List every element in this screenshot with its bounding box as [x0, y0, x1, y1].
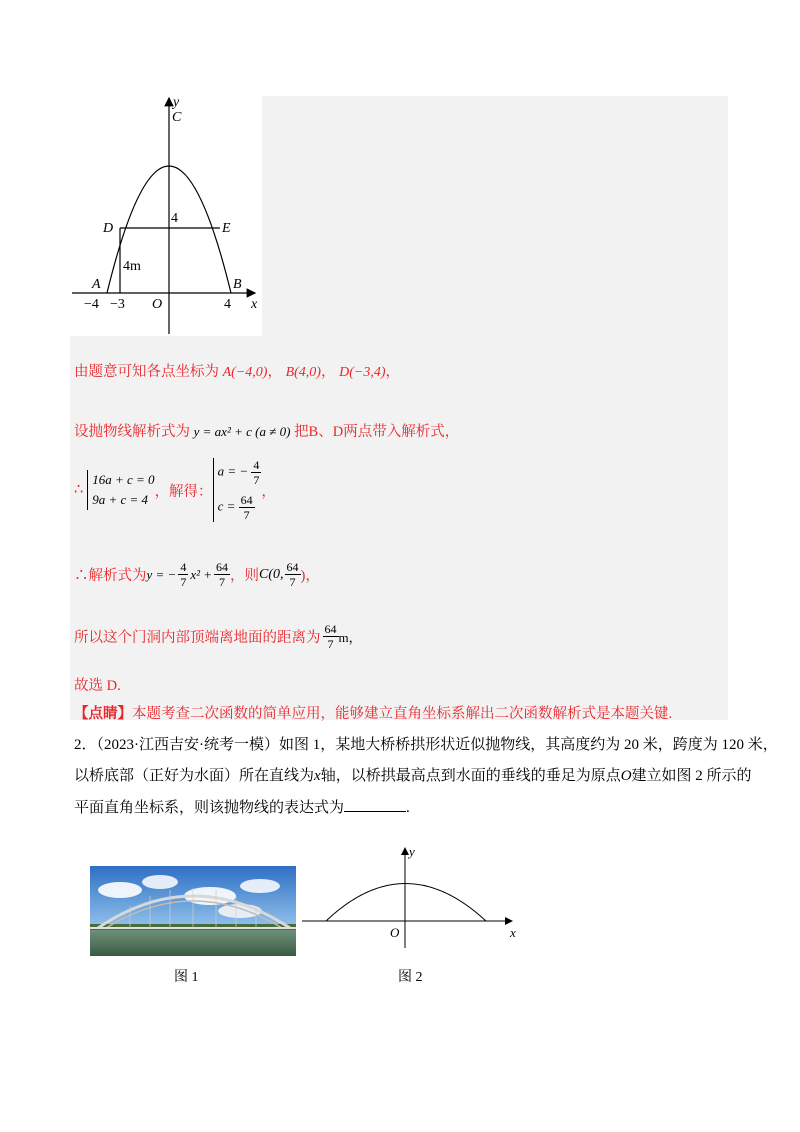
coord-b: B(4,0) [285, 365, 321, 380]
solution-line-2: 设抛物线解析式为 y = ax² + c (a ≠ 0) 把B、D两点带入解析式， [74, 424, 460, 440]
bridge-photo-svg [90, 866, 296, 956]
comment-label: 【点睛】 [74, 706, 132, 722]
comment-line: 【点睛】本题考查二次函数的简单应用，能够建立直角坐标系解出二次函数解析式是本题关键. [74, 706, 673, 722]
bridge-photo [90, 866, 296, 956]
solution-line-6: 故选 D. [74, 678, 121, 694]
label-a: A [92, 277, 101, 292]
label-pos4: 4 [224, 297, 231, 312]
solution-line-3: ∴ 16a + c = 0 9a + c = 4 ，解得： a = − $\frac{4}{7}$ c = $\frac{64}{7}$ ， [74, 458, 276, 522]
caption-figure-1: 图 1 [174, 970, 199, 985]
solution-line-5: 所以这个门洞内部顶端离地面的距离为 $\frac{64}{7}$ m， [74, 622, 362, 651]
label-b: B [233, 277, 242, 292]
formula-general: y = ax² + c (a ≠ 0) [193, 424, 291, 439]
label-x: x [251, 297, 258, 312]
figure-parabola-gate [70, 94, 262, 336]
solution-line-4: ∴解析式为 y = − $\frac{4}{7}$ x² + $\frac{64}{7}$ ，则 C(0, $\frac{64}{7}$ )， [74, 560, 320, 589]
coord-d: D(−3,4) [339, 365, 386, 380]
label-four-m: 4m [123, 259, 141, 274]
label-neg3: −3 [110, 297, 125, 312]
problem-2-line-2: 以桥底部（正好为水面）所在直线为x轴，以桥拱最高点到水面的垂线的垂足为原点O建立如图 2 所示的 [74, 768, 752, 784]
formula-result: y = − $\frac{4}{7}$ x² + $\frac{64}{7}$ [146, 560, 229, 589]
problem-2-line-3: 平面直角坐标系，则该抛物线的表达式为 . [74, 800, 410, 816]
label-d: D [103, 221, 114, 236]
coord-a: A(−4,0) [222, 365, 268, 380]
figure-2-svg [300, 842, 530, 952]
point-c: C(0, $\frac{64}{7}$ [259, 560, 299, 589]
solution-line-1: 由题意可知各点坐标为 A(−4,0)， B(4,0)， D(−3,4)， [74, 364, 400, 380]
parabola-gate-svg [70, 94, 262, 336]
figure-2-parabola [300, 842, 530, 952]
solution-system: a = − $\frac{4}{7}$ c = $\frac{64}{7}$ [213, 458, 262, 522]
label-e: E [222, 221, 231, 236]
label-neg4: −4 [84, 297, 99, 312]
label-c: C [172, 110, 182, 125]
label-four-top: 4 [171, 211, 178, 226]
fig2-label-y: y [409, 844, 415, 859]
fig2-parabola [326, 884, 486, 922]
problem-2-line-1: 2．（2023·江西吉安·统考一模）如图 1，某地大桥桥拱形状近似抛物线，其高度约为 20 米，跨度为 120 米， [74, 737, 778, 753]
fig2-label-x: x [510, 925, 516, 940]
answer-blank[interactable] [344, 799, 406, 812]
label-o: O [152, 297, 163, 312]
caption-figure-2: 图 2 [398, 970, 423, 985]
equation-system: 16a + c = 0 9a + c = 4 [87, 470, 154, 510]
label-y: y [173, 95, 180, 110]
fig2-label-o: O [390, 925, 400, 940]
